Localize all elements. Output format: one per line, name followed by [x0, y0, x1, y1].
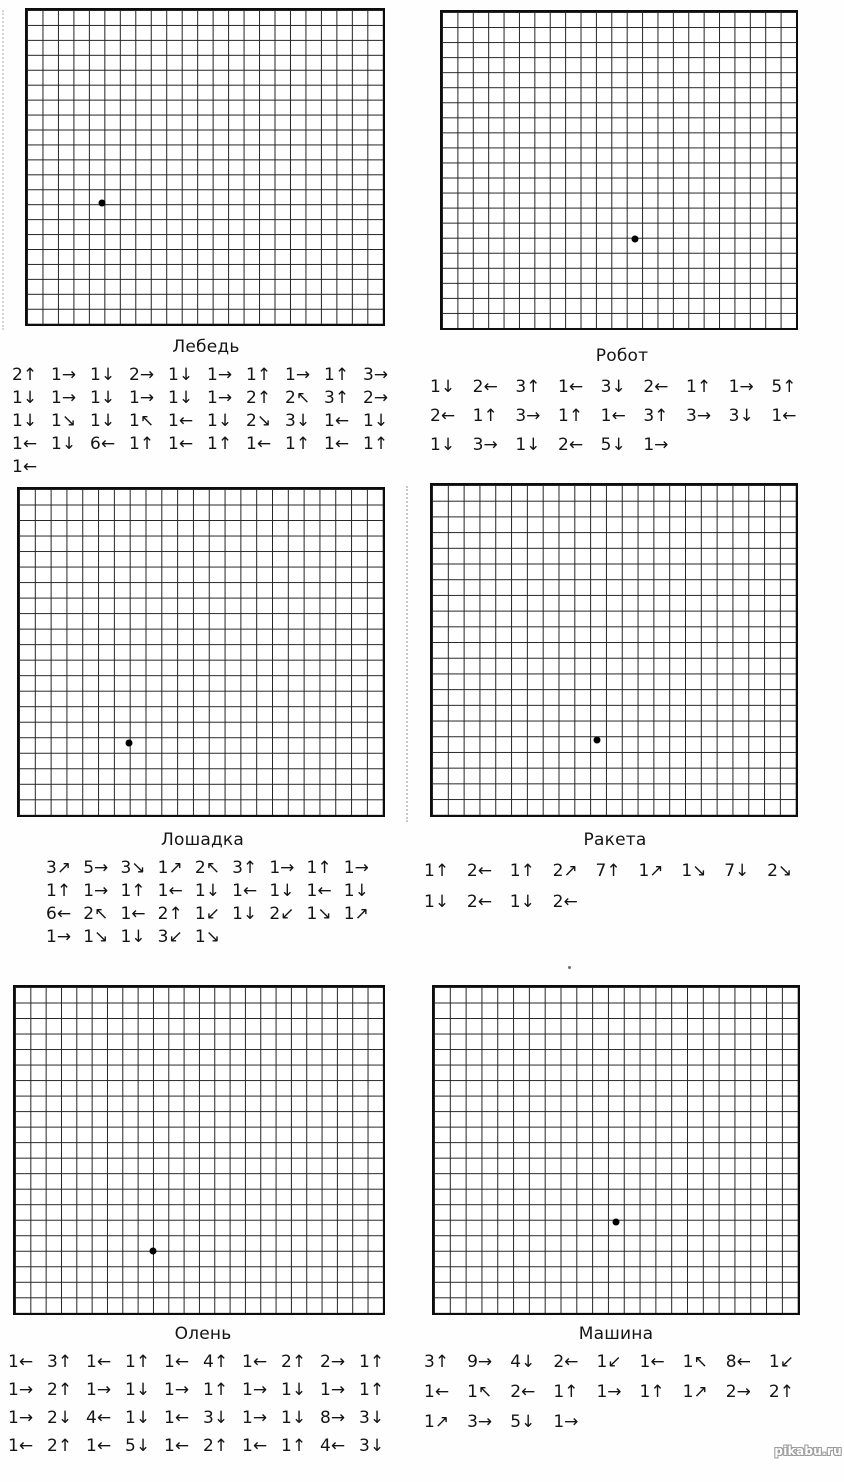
instruction-item: 3↑ [47, 1352, 73, 1372]
instruction-item: 1← [168, 434, 194, 454]
instruction-item: 1↑ [285, 434, 311, 454]
panel-robot [430, 10, 814, 455]
instruction-item: 1↓ [207, 411, 233, 431]
instruction-item: 1↑ [203, 1380, 229, 1400]
instruction-item: 1→ [207, 388, 233, 408]
instruction-item: 1→ [8, 1380, 34, 1400]
panel-car [420, 985, 812, 1432]
instruction-item: 2← [558, 435, 584, 455]
instruction-item: 1↓ [509, 892, 535, 912]
instruction-item: 1→ [51, 365, 77, 385]
instruction-item: 1↑ [359, 1380, 385, 1400]
start-dot [613, 1219, 620, 1226]
instruction-item: 1↓ [90, 388, 116, 408]
instruction-item: 1← [8, 1352, 34, 1372]
instruction-item: 1↓ [515, 435, 541, 455]
instruction-item: 1↗ [157, 858, 183, 878]
instruction-item: 1← [232, 881, 258, 901]
instruction-item: 1→ [46, 927, 72, 947]
instruction-item: 2← [643, 377, 669, 397]
instruction-item: 1↑ [472, 406, 498, 426]
instruction-item: 1→ [83, 881, 109, 901]
instruction-item: 3↑ [424, 1352, 450, 1372]
instruction-item: 1↗ [682, 1382, 708, 1402]
instruction-item: 1↑ [359, 1352, 385, 1372]
instruction-item: 3↓ [359, 1436, 385, 1456]
instruction-item: 2→ [320, 1352, 346, 1372]
instruction-item: 1← [246, 434, 272, 454]
instruction-item: 1↑ [120, 881, 146, 901]
instruction-item: 2→ [129, 365, 155, 385]
watermark: pikabu.ru [774, 1444, 842, 1458]
instruction-item: 2← [552, 892, 578, 912]
instruction-item: 1↑ [46, 881, 72, 901]
instruction-item: 1↓ [194, 881, 220, 901]
instruction-item: 3→ [515, 406, 541, 426]
panel-title-deer: Олень [174, 1324, 232, 1344]
grid-swan [25, 8, 385, 326]
instruction-item: 1← [639, 1352, 665, 1372]
instruction-item: 3→ [686, 406, 712, 426]
instruction-item: 7↑ [595, 861, 621, 881]
grid-robot [440, 10, 798, 330]
instruction-item: 1↓ [430, 435, 456, 455]
instruction-item: 3↑ [643, 406, 669, 426]
instruction-item: 1← [157, 881, 183, 901]
instruction-item: 2↑ [768, 1382, 794, 1402]
panel-title-swan: Лебедь [172, 337, 240, 357]
instruction-item: 1→ [320, 1380, 346, 1400]
instruction-item: 1↓ [125, 1408, 151, 1428]
instruction-item: 1↑ [424, 861, 450, 881]
panel-title-car: Машина [578, 1324, 654, 1344]
panel-title-horse: Лошадка [161, 830, 244, 850]
instruction-item: 1→ [596, 1382, 622, 1402]
instruction-item: 2↖ [83, 904, 109, 924]
instruction-item: 4← [320, 1436, 346, 1456]
instruction-item: 1→ [86, 1380, 112, 1400]
instruction-item: 1← [164, 1408, 190, 1428]
instruction-item: 2↙ [269, 904, 295, 924]
instruction-item: 1↓ [430, 377, 456, 397]
instruction-item: 1↑ [207, 434, 233, 454]
instruction-item: 1↑ [686, 377, 712, 397]
instruction-item: 1← [86, 1436, 112, 1456]
instruction-item: 2↑ [281, 1352, 307, 1372]
instruction-item: 1↙ [194, 904, 220, 924]
start-dot [594, 736, 601, 743]
instruction-item: 5↓ [600, 435, 626, 455]
instruction-item: 1← [120, 904, 146, 924]
instruction-item: 1↓ [424, 892, 450, 912]
instruction-item: 1↑ [129, 434, 155, 454]
instruction-list-horse [46, 859, 381, 947]
instruction-item: 2↑ [157, 904, 183, 924]
grid-horse [17, 487, 385, 817]
instruction-item: 1→ [553, 1412, 579, 1432]
instruction-item: 1↑ [306, 858, 332, 878]
panel-deer [8, 985, 398, 1456]
ink-speck [568, 966, 571, 969]
instruction-item: 1→ [8, 1408, 34, 1428]
instruction-item: 1↑ [281, 1436, 307, 1456]
instruction-item: 3→ [363, 365, 389, 385]
middle-dotted-divider [406, 486, 408, 822]
instruction-item: 3↓ [728, 406, 754, 426]
instruction-item: 1← [164, 1436, 190, 1456]
panel-title-rocket: Ракета [583, 830, 647, 850]
instruction-item: 1← [306, 881, 332, 901]
panel-title-robot: Робот [595, 346, 649, 366]
instruction-item: 2← [466, 861, 492, 881]
instruction-item: 1↘ [83, 927, 109, 947]
start-dot [631, 236, 638, 243]
instruction-item: 2← [510, 1382, 536, 1402]
instruction-item: 3↙ [157, 927, 183, 947]
grid-deer [13, 985, 385, 1315]
start-dot [98, 200, 105, 207]
instruction-item: 2↘ [767, 861, 793, 881]
instruction-item: 2↑ [12, 365, 38, 385]
instruction-item: 1← [12, 434, 38, 454]
grid-car [432, 985, 800, 1315]
instruction-item: 1← [324, 411, 350, 431]
instruction-item: 1↓ [168, 388, 194, 408]
instruction-item: 1← [600, 406, 626, 426]
instruction-item: 1↑ [125, 1352, 151, 1372]
instruction-item: 1↓ [90, 365, 116, 385]
instruction-item: 1→ [164, 1380, 190, 1400]
instruction-item: 1← [168, 411, 194, 431]
instruction-item: 5→ [83, 858, 109, 878]
instruction-item: 9→ [467, 1352, 493, 1372]
instruction-item: 2↖ [194, 858, 220, 878]
instruction-item: 1↘ [51, 411, 77, 431]
instruction-item: 1↓ [343, 881, 369, 901]
instruction-item: 1↑ [363, 434, 389, 454]
instruction-item: 3↓ [203, 1408, 229, 1428]
left-edge-dotted-divider [2, 10, 4, 330]
instruction-list-robot [430, 378, 814, 455]
instruction-item: 1→ [242, 1380, 268, 1400]
instruction-item: 1→ [129, 388, 155, 408]
instruction-item: 2↑ [246, 388, 272, 408]
instruction-item: 5↓ [510, 1412, 536, 1432]
instruction-item: 2↑ [47, 1380, 73, 1400]
instruction-item: 3↓ [359, 1408, 385, 1428]
instruction-item: 3↘ [120, 858, 146, 878]
instruction-item: 7↓ [724, 861, 750, 881]
instruction-item: 1→ [51, 388, 77, 408]
instruction-item: 6← [90, 434, 116, 454]
instruction-item: 1← [86, 1352, 112, 1372]
instruction-item: 3→ [467, 1412, 493, 1432]
instruction-item: 1↓ [120, 927, 146, 947]
instruction-list-car [420, 1353, 812, 1432]
instruction-item: 1→ [242, 1408, 268, 1428]
instruction-item: 1← [242, 1436, 268, 1456]
instruction-list-swan [10, 366, 402, 477]
panel-horse [10, 487, 395, 947]
instruction-item: 2← [466, 892, 492, 912]
instruction-item: 3↑ [515, 377, 541, 397]
instruction-item: 1↑ [553, 1382, 579, 1402]
instruction-item: 1← [424, 1382, 450, 1402]
instruction-item: 1↙ [596, 1352, 622, 1372]
instruction-item: 1↓ [269, 881, 295, 901]
instruction-item: 1↓ [51, 434, 77, 454]
instruction-item: 1→ [285, 365, 311, 385]
instruction-item: 6← [46, 904, 72, 924]
instruction-item: 8→ [320, 1408, 346, 1428]
instruction-item: 1↓ [12, 411, 38, 431]
instruction-item: 1↘ [681, 861, 707, 881]
instruction-item: 1↖ [682, 1352, 708, 1372]
instruction-item: 1← [771, 406, 797, 426]
instruction-item: 1← [324, 434, 350, 454]
instruction-item: 1↑ [324, 365, 350, 385]
instruction-item: 2→ [363, 388, 389, 408]
instruction-item: 4↑ [203, 1352, 229, 1372]
instruction-item: 2↑ [47, 1436, 73, 1456]
instruction-item: 1← [12, 457, 38, 477]
instruction-item: 1↓ [363, 411, 389, 431]
instruction-item: 2↗ [552, 861, 578, 881]
panel-swan [10, 8, 402, 477]
instruction-item: 1→ [643, 435, 669, 455]
instruction-item: 3↑ [232, 858, 258, 878]
instruction-item: 5↑ [771, 377, 797, 397]
instruction-item: 5↓ [125, 1436, 151, 1456]
instruction-item: 2↖ [285, 388, 311, 408]
instruction-item: 2↑ [203, 1436, 229, 1456]
instruction-item: 4← [86, 1408, 112, 1428]
instruction-item: 1↓ [12, 388, 38, 408]
instruction-item: 1↓ [281, 1408, 307, 1428]
instruction-item: 1↖ [467, 1382, 493, 1402]
instruction-item: 2↓ [47, 1408, 73, 1428]
instruction-list-rocket [420, 862, 810, 912]
instruction-item: 1↓ [168, 365, 194, 385]
instruction-item: 2← [553, 1352, 579, 1372]
instruction-item: 8← [725, 1352, 751, 1372]
instruction-list-deer [8, 1353, 398, 1456]
instruction-item: 1↓ [281, 1380, 307, 1400]
instruction-item: 4↓ [510, 1352, 536, 1372]
panel-rocket [420, 483, 810, 912]
start-dot [125, 739, 132, 746]
start-dot [150, 1248, 157, 1255]
instruction-item: 3↓ [600, 377, 626, 397]
instruction-item: 1→ [269, 858, 295, 878]
instruction-item: 1← [242, 1352, 268, 1372]
instruction-item: 2↘ [246, 411, 272, 431]
instruction-item: 1↓ [232, 904, 258, 924]
instruction-item: 3↑ [324, 388, 350, 408]
instruction-item: 1↗ [638, 861, 664, 881]
instruction-item: 1↖ [129, 411, 155, 431]
instruction-item: 1← [164, 1352, 190, 1372]
instruction-item: 1↙ [768, 1352, 794, 1372]
instruction-item: 1↓ [90, 411, 116, 431]
instruction-item: 3↓ [285, 411, 311, 431]
instruction-item: 2→ [725, 1382, 751, 1402]
instruction-item: 3→ [472, 435, 498, 455]
instruction-item: 1↓ [125, 1380, 151, 1400]
instruction-item: 1→ [207, 365, 233, 385]
instruction-item: 1↑ [246, 365, 272, 385]
instruction-item: 3↗ [46, 858, 72, 878]
instruction-item: 2← [430, 406, 456, 426]
instruction-item: 1↗ [343, 904, 369, 924]
instruction-item: 1↘ [306, 904, 332, 924]
instruction-item: 1↘ [194, 927, 220, 947]
instruction-item: 1← [558, 377, 584, 397]
instruction-item: 1↑ [558, 406, 584, 426]
instruction-item: 1↑ [509, 861, 535, 881]
instruction-item: 1↑ [639, 1382, 665, 1402]
instruction-item: 2← [472, 377, 498, 397]
instruction-item: 1↗ [424, 1412, 450, 1432]
instruction-item: 1→ [343, 858, 369, 878]
instruction-item: 1→ [728, 377, 754, 397]
instruction-item: 1← [8, 1436, 34, 1456]
grid-rocket [430, 483, 798, 817]
